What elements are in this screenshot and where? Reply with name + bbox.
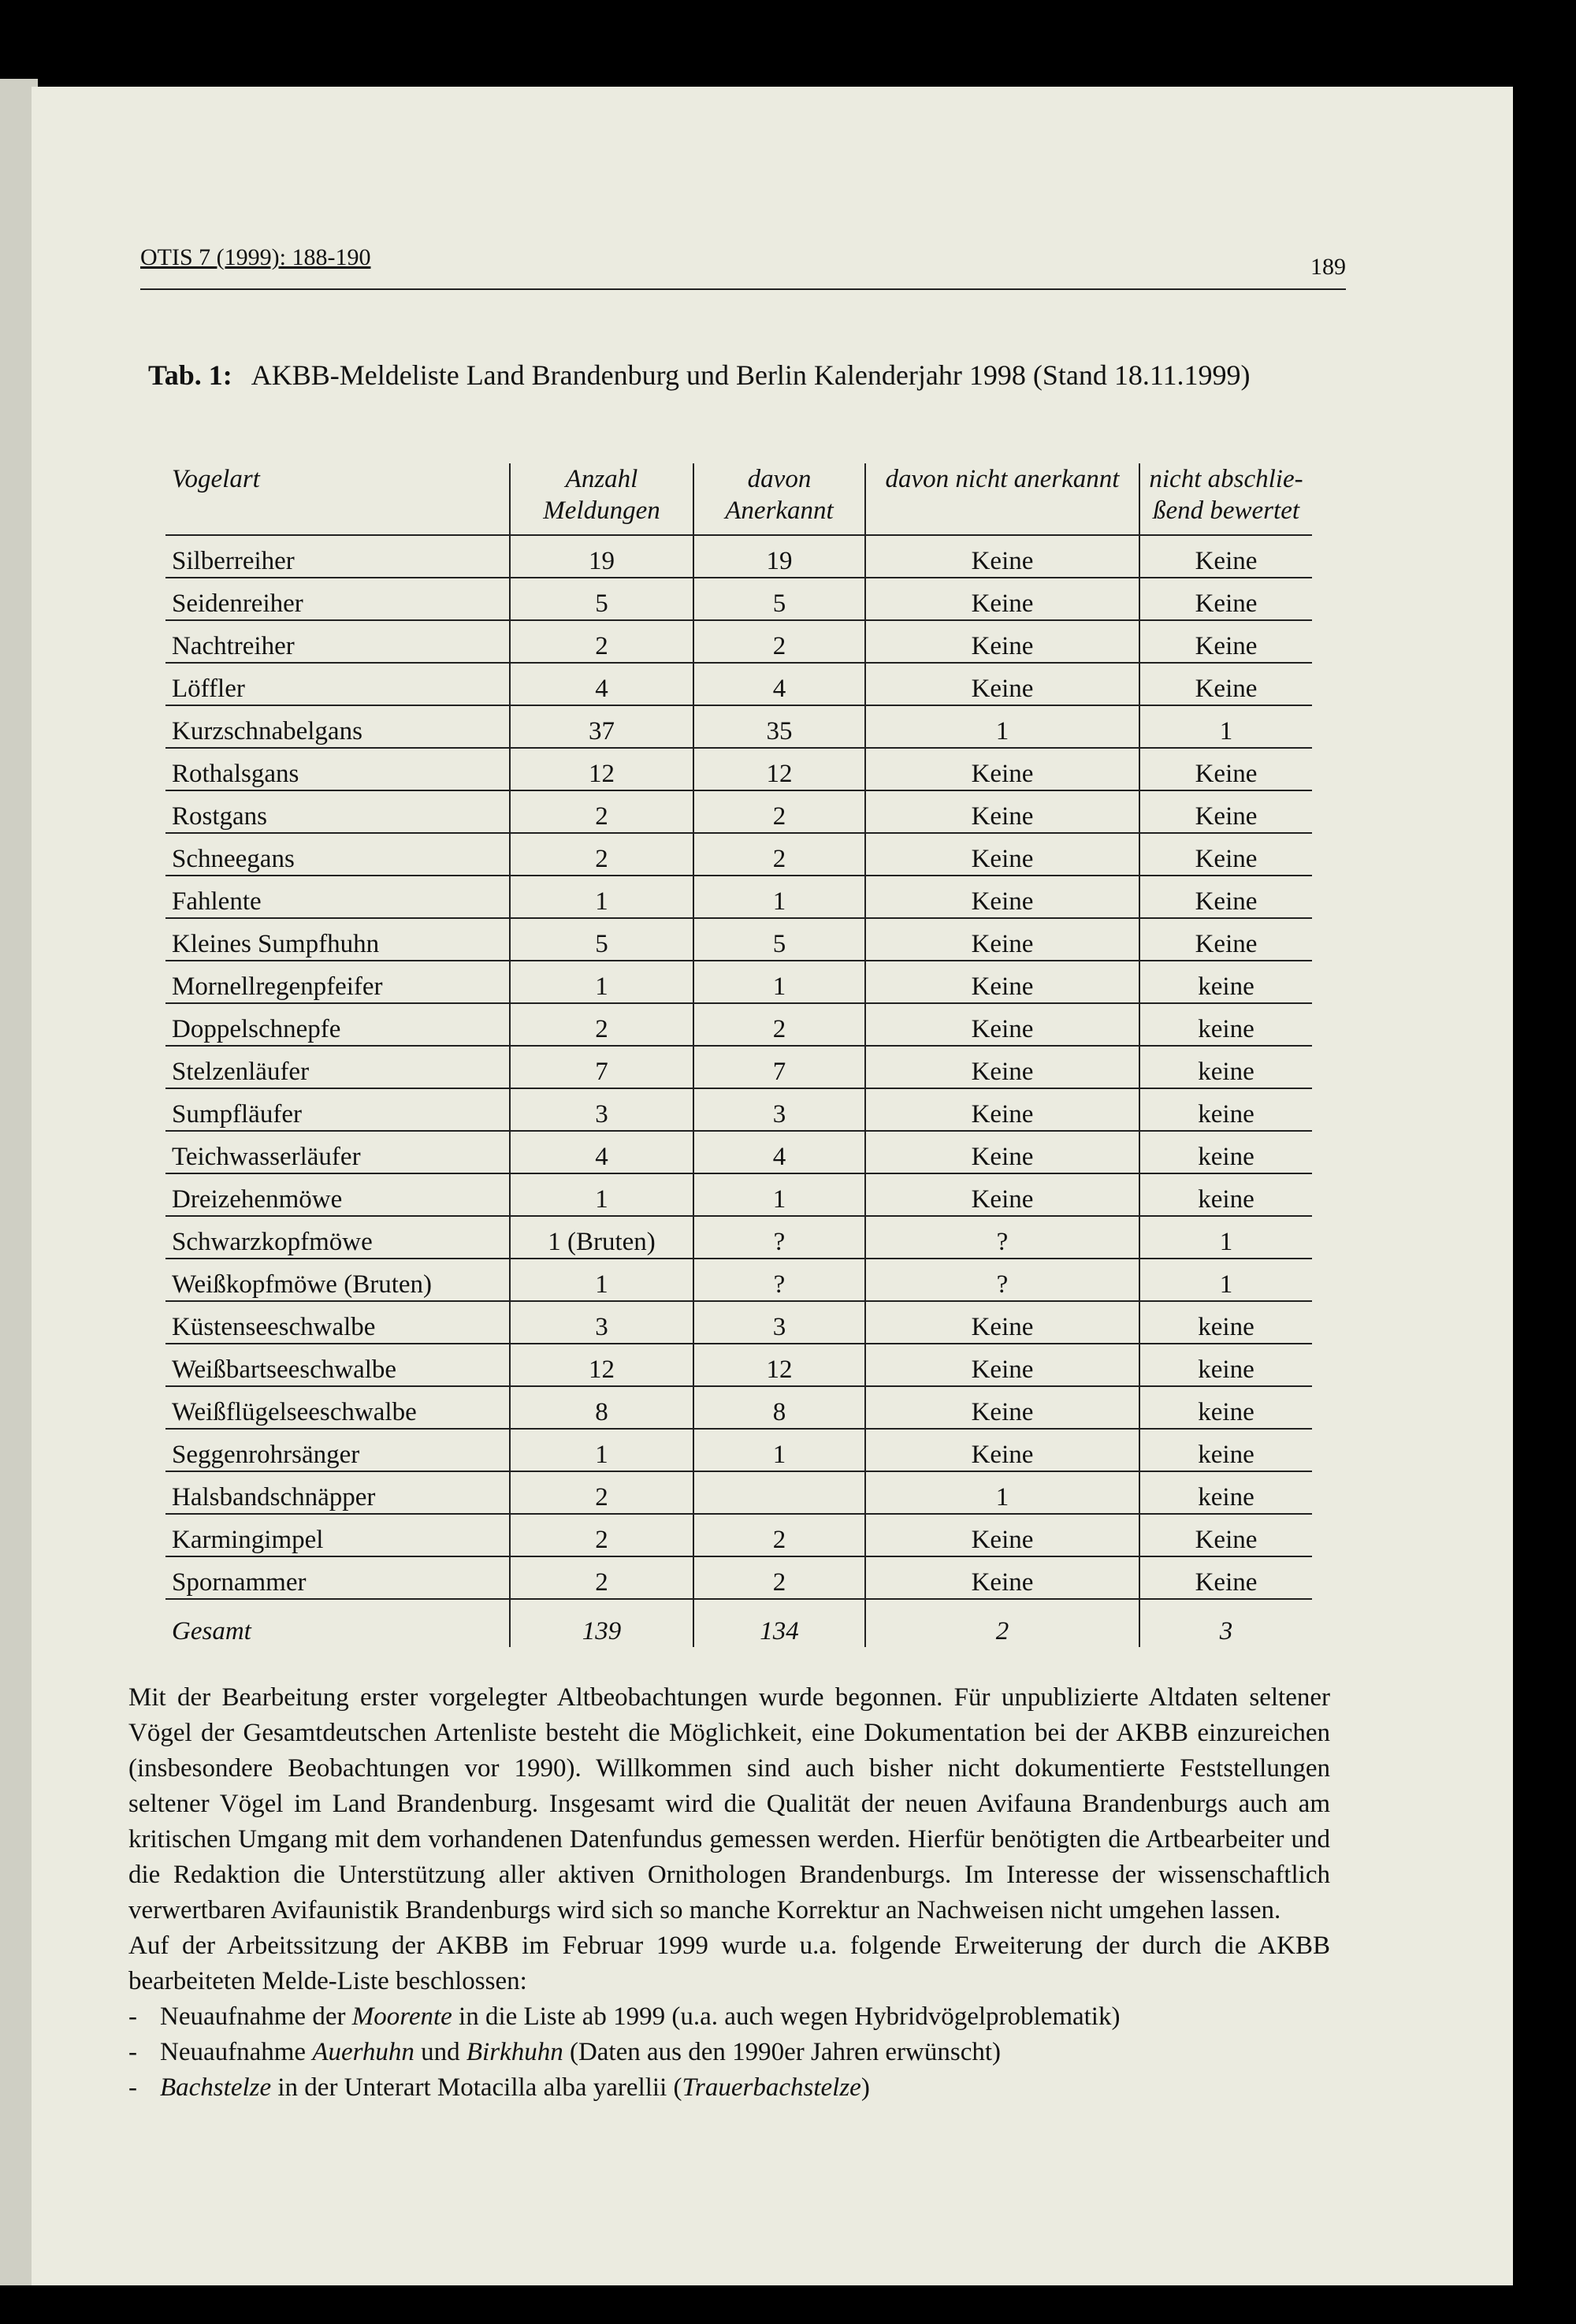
table-cell: Fahlente	[165, 876, 510, 918]
table-cell: Keine	[865, 876, 1139, 918]
table-cell: Weißflügelseeschwalbe	[165, 1386, 510, 1429]
table-cell: Keine	[865, 1088, 1139, 1131]
table-cell: Keine	[865, 535, 1139, 578]
table-row	[165, 1429, 1312, 1471]
table-cell: 1	[865, 1471, 1139, 1514]
table-cell: Sumpfläufer	[165, 1088, 510, 1131]
table-cell: 7	[693, 1046, 865, 1088]
table-cell: Keine	[865, 1429, 1139, 1471]
table-row	[165, 1216, 1312, 1259]
table-cell: 19	[693, 535, 865, 578]
table-header-row	[165, 463, 1312, 535]
table-cell: Rothalsgans	[165, 748, 510, 790]
table-row	[165, 1088, 1312, 1131]
journal-citation: OTIS 7 (1999): 188-190	[140, 244, 371, 270]
table-cell: keine	[1139, 1386, 1312, 1429]
table-row	[165, 748, 1312, 790]
table-cell: Keine	[1139, 1556, 1312, 1599]
table-cell: ?	[865, 1216, 1139, 1259]
table-cell: Keine	[865, 578, 1139, 620]
table-cell: keine	[1139, 1173, 1312, 1216]
table-cell: 2	[693, 833, 865, 876]
table-cell: 1	[510, 876, 693, 918]
table-cell: 2	[510, 790, 693, 833]
table-cell: 3	[693, 1088, 865, 1131]
list-item	[128, 2070, 1330, 2106]
table-cell: Doppelschnepfe	[165, 1003, 510, 1046]
table-cell: ?	[693, 1216, 865, 1259]
table-cell: 12	[510, 748, 693, 790]
table-cell: 1	[510, 1429, 693, 1471]
table-cell: keine	[1139, 1429, 1312, 1471]
table-cell: 4	[693, 1131, 865, 1173]
table-cell: Weißbartseeschwalbe	[165, 1344, 510, 1386]
table-cell: keine	[1139, 961, 1312, 1003]
table-cell: Keine	[1139, 918, 1312, 961]
caption-text: AKBB-Meldeliste Land Brandenburg und Berlin Kalenderjahr 1998 (Stand 18.11.1999)	[251, 359, 1251, 391]
total-row	[165, 1599, 1312, 1647]
table-cell: Spornammer	[165, 1556, 510, 1599]
table-cell: Löffler	[165, 663, 510, 705]
text-run: )	[860, 2073, 870, 2102]
table-cell: Schneegans	[165, 833, 510, 876]
table-row	[165, 578, 1312, 620]
text-run: Bachstelze	[160, 2073, 272, 2102]
table-row	[165, 961, 1312, 1003]
table-cell: Keine	[1139, 620, 1312, 663]
list-item	[128, 1999, 1330, 2035]
text-run: in der Unterart Motacilla alba yarellii (	[271, 2073, 682, 2102]
caption-label: Tab. 1:	[148, 359, 232, 391]
table-cell: 35	[693, 705, 865, 748]
table-cell: Keine	[865, 918, 1139, 961]
table-cell: keine	[1139, 1344, 1312, 1386]
table-cell: Keine	[865, 1301, 1139, 1344]
table-cell: ?	[693, 1259, 865, 1301]
text-run: Auerhuhn	[312, 2038, 414, 2066]
table-cell: 1	[510, 1259, 693, 1301]
table-row	[165, 705, 1312, 748]
table-cell: 4	[510, 1131, 693, 1173]
table-cell: Halsbandschnäpper	[165, 1471, 510, 1514]
column-header: davon nicht anerkannt	[865, 463, 1139, 535]
column-header: nicht abschlie-ßend bewertet	[1139, 463, 1312, 535]
table-cell: 8	[510, 1386, 693, 1429]
total-cell: 139	[510, 1599, 693, 1647]
text-run: Neuaufnahme	[160, 2038, 313, 2066]
total-cell: 2	[865, 1599, 1139, 1647]
text-run: Trauerbachstelze	[682, 2073, 861, 2102]
table-row	[165, 1301, 1312, 1344]
table-cell: keine	[1139, 1471, 1312, 1514]
total-cell: Gesamt	[172, 1617, 251, 1645]
table-row	[165, 535, 1312, 578]
table-cell: Keine	[1139, 833, 1312, 876]
table-cell: Weißkopfmöwe (Bruten)	[165, 1259, 510, 1301]
body-text	[128, 1680, 1330, 2106]
table-cell: 7	[510, 1046, 693, 1088]
table-cell: Schwarzkopfmöwe	[165, 1216, 510, 1259]
table-cell: keine	[1139, 1131, 1312, 1173]
decision-list	[128, 1999, 1330, 2106]
column-header: Vogelart	[165, 463, 510, 535]
table-cell: Nachtreiher	[165, 620, 510, 663]
column-header: Anzahl Meldungen	[510, 463, 693, 535]
table-cell: 1	[1139, 1259, 1312, 1301]
table-row	[165, 1131, 1312, 1173]
table-cell: 1	[693, 961, 865, 1003]
table-cell: Keine	[865, 833, 1139, 876]
table-cell: 2	[693, 1556, 865, 1599]
running-header	[140, 244, 1346, 290]
table-cell: 2	[693, 620, 865, 663]
table-cell: Keine	[1139, 790, 1312, 833]
table-cell: 19	[510, 535, 693, 578]
table-row	[165, 1046, 1312, 1088]
table-row	[165, 876, 1312, 918]
total-cell: 134	[693, 1599, 865, 1647]
table-cell: Keine	[865, 1131, 1139, 1173]
table-cell: Karmingimpel	[165, 1514, 510, 1556]
table-cell: Keine	[865, 1386, 1139, 1429]
table-cell: 2	[693, 1514, 865, 1556]
table-cell: Kleines Sumpfhuhn	[165, 918, 510, 961]
table-cell: Keine	[1139, 535, 1312, 578]
table-row	[165, 1173, 1312, 1216]
table-cell: 8	[693, 1386, 865, 1429]
table-cell: Keine	[1139, 876, 1312, 918]
text-run: Moorente	[351, 2002, 452, 2031]
table-cell: Keine	[865, 961, 1139, 1003]
table-cell: Keine	[865, 748, 1139, 790]
table-caption	[148, 359, 1250, 392]
table-row	[165, 1471, 1312, 1514]
table-cell: 4	[510, 663, 693, 705]
table-cell: Keine	[865, 1173, 1139, 1216]
table-cell: Kurzschnabelgans	[165, 705, 510, 748]
text-run: Neuaufnahme der	[160, 2002, 352, 2031]
table-cell: 4	[693, 663, 865, 705]
total-cell: 3	[1139, 1599, 1312, 1647]
table-cell: 1 (Bruten)	[510, 1216, 693, 1259]
table-row	[165, 1386, 1312, 1429]
table-cell: Keine	[865, 1514, 1139, 1556]
table-cell: Silberreiher	[165, 535, 510, 578]
table-cell: 12	[510, 1344, 693, 1386]
table-cell: 1	[693, 1173, 865, 1216]
table-cell: Keine	[1139, 1514, 1312, 1556]
table-cell: 2	[510, 1514, 693, 1556]
table-cell	[693, 1471, 865, 1514]
text-run: und	[414, 2038, 466, 2066]
paragraph: Auf der Arbeitssitzung der AKBB im Februar 1999 wurde u.a. folgende Erweiterung der durch die AKBB bearbeiteten Melde-Liste beschlossen:	[128, 1932, 1330, 1995]
table-cell: 2	[693, 790, 865, 833]
table-cell: 5	[693, 918, 865, 961]
table-row	[165, 918, 1312, 961]
page-number: 189	[1310, 254, 1346, 280]
table-cell: 2	[510, 1471, 693, 1514]
column-header: davon Anerkannt	[693, 463, 865, 535]
table-row	[165, 1259, 1312, 1301]
table-row	[165, 1344, 1312, 1386]
table-cell: 1	[693, 876, 865, 918]
table-cell: keine	[1139, 1046, 1312, 1088]
table-row	[165, 790, 1312, 833]
text-run: (Daten aus den 1990er Jahren erwünscht)	[563, 2038, 1002, 2066]
table-cell: 1	[693, 1429, 865, 1471]
table-cell: 12	[693, 748, 865, 790]
table-row	[165, 620, 1312, 663]
table-row	[165, 1514, 1312, 1556]
table-cell: 37	[510, 705, 693, 748]
table-cell: ?	[865, 1259, 1139, 1301]
table-cell: Keine	[865, 1046, 1139, 1088]
table-cell: 2	[510, 620, 693, 663]
table-cell: 2	[693, 1003, 865, 1046]
table-cell: 2	[510, 1003, 693, 1046]
table-cell: 1	[865, 705, 1139, 748]
table-row	[165, 833, 1312, 876]
table-cell: Teichwasserläufer	[165, 1131, 510, 1173]
table-cell: 2	[510, 1556, 693, 1599]
table-cell: 1	[510, 961, 693, 1003]
table-cell: Mornellregenpfeifer	[165, 961, 510, 1003]
table-cell: Rostgans	[165, 790, 510, 833]
table-cell: 1	[1139, 705, 1312, 748]
table-cell: 5	[693, 578, 865, 620]
table-cell: Keine	[865, 1556, 1139, 1599]
table-cell: Stelzenläufer	[165, 1046, 510, 1088]
table-row	[165, 663, 1312, 705]
table-cell: Dreizehenmöwe	[165, 1173, 510, 1216]
table-cell: Keine	[865, 1344, 1139, 1386]
table-cell: keine	[1139, 1088, 1312, 1131]
table-cell: 1	[510, 1173, 693, 1216]
table-cell: 5	[510, 918, 693, 961]
table-cell: 12	[693, 1344, 865, 1386]
table-cell: keine	[1139, 1003, 1312, 1046]
table-cell: keine	[1139, 1301, 1312, 1344]
report-table	[165, 463, 1312, 1647]
table-cell: Keine	[865, 1003, 1139, 1046]
text-run: in die Liste ab 1999 (u.a. auch wegen Hybridvögelproblematik)	[452, 2002, 1121, 2031]
table-cell: Keine	[1139, 578, 1312, 620]
table-cell: 3	[510, 1301, 693, 1344]
table-cell: 2	[510, 833, 693, 876]
table-cell: Seidenreiher	[165, 578, 510, 620]
table-row	[165, 1556, 1312, 1599]
text-run: Birkhuhn	[466, 2038, 563, 2066]
table-cell: 3	[510, 1088, 693, 1131]
table-cell: Seggenrohrsänger	[165, 1429, 510, 1471]
table-cell: 5	[510, 578, 693, 620]
table-cell: Keine	[1139, 748, 1312, 790]
table-cell: Keine	[1139, 663, 1312, 705]
table-cell: Keine	[865, 790, 1139, 833]
table-cell: Küstenseeschwalbe	[165, 1301, 510, 1344]
paragraph: Mit der Bearbeitung erster vorgelegter Altbeobachtungen wurde begonnen. Für unpublizierte Altdaten seltener Vögel der Gesamtdeutschen Artenliste besteht die Möglichkeit, eine Dokumentation bei der AKBB einzureichen (insbesondere Beobachtungen vor 1990). Willkommen sind auch bisher nicht dokumentierte Feststellungen seltener Vögel im Land Brandenburg. Insgesamt wird die Qualität der neuen Avifauna Brandenburgs auch am kritischen Umgang mit dem vorhandenen Datenfundus gemessen werden. Hierfür benötigten die Artbearbeiter und die Redaktion die Unterstützung aller aktiven Ornithologen Brandenburgs. Im Interesse der wissenschaftlich verwertbaren Avifaunistik Brandenburgs wird sich so manche Korrektur an Nachweisen nicht umgehen lassen.	[128, 1683, 1330, 1924]
list-item	[128, 2035, 1330, 2070]
table-cell: 1	[1139, 1216, 1312, 1259]
table-row	[165, 1003, 1312, 1046]
table-cell: 3	[693, 1301, 865, 1344]
table-cell: Keine	[865, 663, 1139, 705]
table-cell: Keine	[865, 620, 1139, 663]
